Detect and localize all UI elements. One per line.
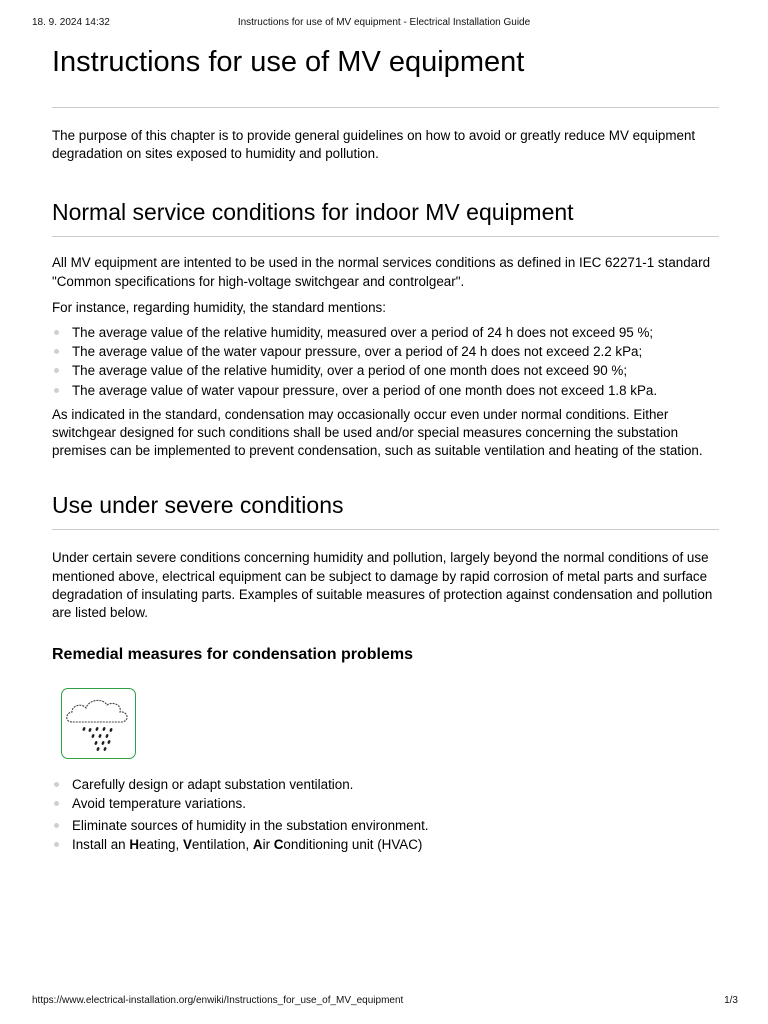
humidity-list: [52, 323, 719, 400]
print-document-title: Instructions for use of MV equipment - Electrical Installation Guide: [237, 17, 531, 28]
list-item: [52, 342, 719, 361]
print-footer: [0, 995, 768, 1009]
hvac-conditioning: onditioning unit (HVAC): [283, 836, 423, 852]
humidity-intro-paragraph: For instance, regarding humidity, the standard mentions:: [52, 299, 386, 315]
heading-remedial-measures: Remedial measures for condensation problems: [52, 646, 413, 664]
bullet-dot: [54, 388, 59, 393]
list-item-text: The average value of the relative humidity, measured over a period of 24 h does not exceed 95 %;: [72, 325, 654, 341]
list-item: [52, 361, 719, 380]
list-item-text: Avoid temperature variations.: [72, 796, 246, 812]
hvac-letter-a: A: [252, 836, 263, 852]
bullet-dot: [54, 801, 59, 806]
hvac-prefix: Install an: [72, 836, 130, 852]
list-item: [52, 794, 719, 813]
intro-paragraph: The purpose of this chapter is to provide general guidelines on how to avoid or greatly reduce MV equipment degradation on sites exposed to humidity and pollution.: [52, 128, 696, 162]
article-content: [52, 42, 719, 854]
hvac-letter-h: H: [129, 836, 139, 852]
list-item-text: The average value of the relative humidity, over a period of one month does not exceed 90 %;: [72, 363, 628, 379]
bullet-dot: [54, 330, 59, 335]
print-header: [0, 17, 768, 31]
list-item-text: The average value of the water vapour pressure, over a period of 24 h does not exceed 2.2 kPa;: [72, 344, 643, 360]
list-item: [52, 775, 719, 794]
hvac-letter-v: V: [182, 836, 192, 852]
list-item-text: The average value of water vapour pressure, over a period of one month does not exceed 1.8 kPa.: [72, 382, 658, 398]
list-item: [52, 816, 719, 835]
page-number: 1/3: [724, 995, 738, 1006]
bullet-dot: [54, 782, 59, 787]
hvac-letter-c: C: [273, 836, 284, 852]
remedial-measures-list: [52, 775, 719, 854]
list-item: [52, 381, 719, 400]
list-item-text: Eliminate sources of humidity in the substation environment.: [72, 817, 429, 833]
hvac-air: ir: [262, 836, 274, 852]
heading-severe-conditions: Use under severe conditions: [52, 490, 719, 530]
print-date: 18. 9. 2024 14:32: [32, 17, 110, 28]
normal-conditions-paragraph: All MV equipment are intented to be used in the normal services conditions as defined in IEC 62271-1 standard "Common specifications for high-voltage switchgear and controlgear".: [52, 255, 711, 289]
bullet-dot: [54, 823, 59, 828]
condensation-paragraph: As indicated in the standard, condensation may occasionally occur even under normal conditions. Either switchgear designed for such conditions shall be used and/or special measures concerning the substation premises can be implemented to prevent condensation, such as suitable ventilation and heating of the station.: [52, 406, 703, 459]
page-url-link[interactable]: https://www.electrical-installation.org/enwiki/Instructions_for_use_of_MV_equipment: [32, 995, 404, 1006]
list-item-text: Carefully design or adapt substation ventilation.: [72, 777, 354, 793]
heading-normal-service-conditions: Normal service conditions for indoor MV equipment: [52, 197, 719, 237]
hvac-heating: eating,: [139, 836, 183, 852]
list-item-hvac: [52, 835, 719, 854]
hvac-ventilation: entilation,: [191, 836, 253, 852]
severe-conditions-paragraph: Under certain severe conditions concerning humidity and pollution, largely beyond the normal conditions of use mentioned above, electrical equipment can be subject to damage by rapid corrosion of metal parts and surface degradation of insulating parts. Examples of suitable measures of protection against condensation and pollution are listed below.: [52, 550, 713, 621]
page-title: Instructions for use of MV equipment: [52, 42, 719, 108]
rain-cloud-icon: [61, 688, 136, 759]
bullet-dot: [54, 349, 59, 354]
bullet-dot: [54, 842, 59, 847]
list-item: [52, 323, 719, 342]
bullet-dot: [54, 368, 59, 373]
